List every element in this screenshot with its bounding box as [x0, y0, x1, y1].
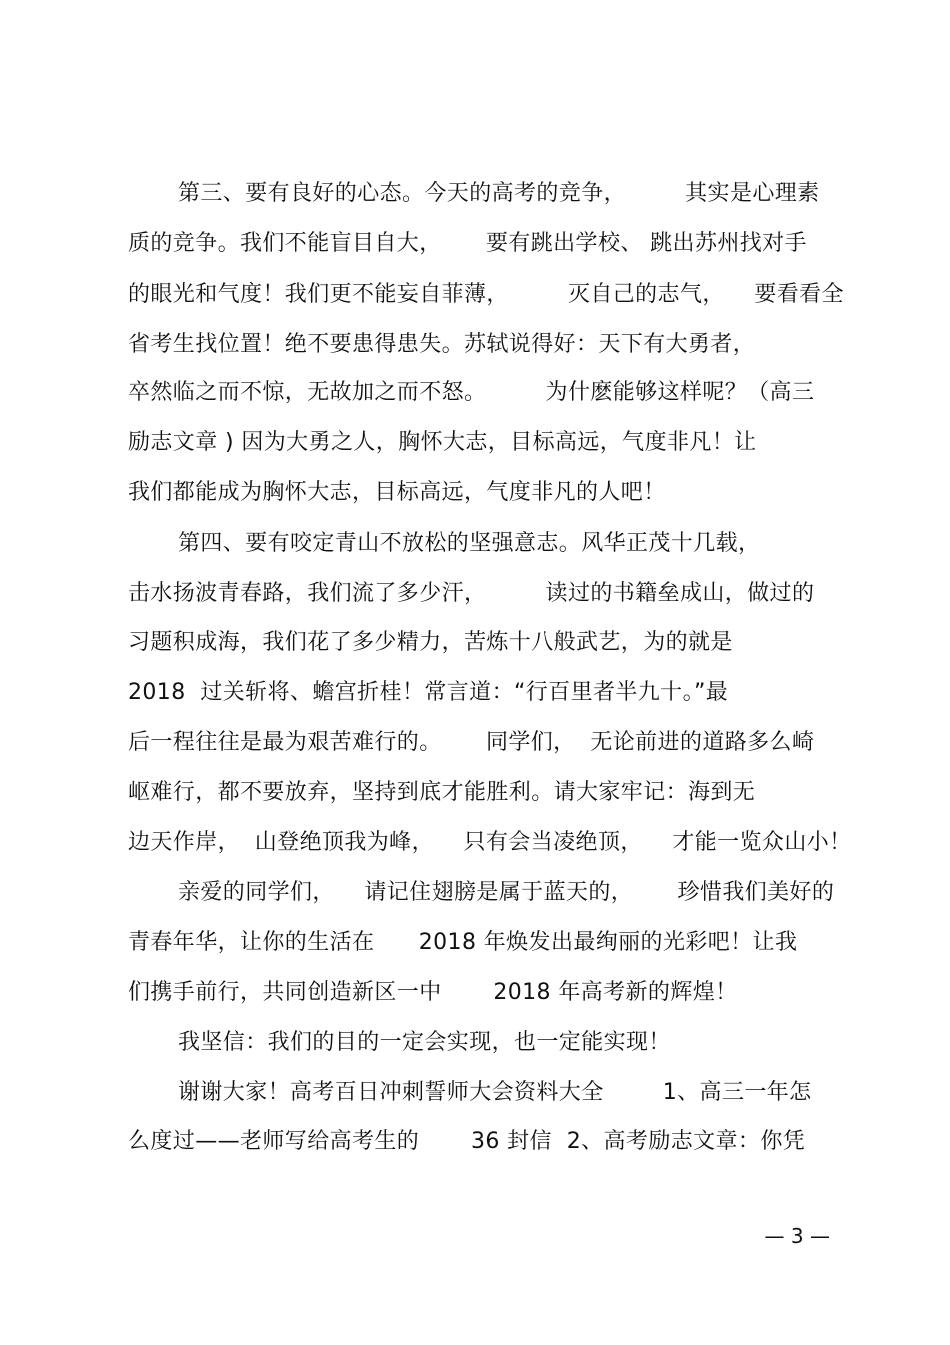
paragraph-line: 我坚信：我们的目的一定会实现，也一定能实现！	[178, 1030, 671, 1055]
paragraph-line: 后一程往往是最为艰苦难行的。 同学们， 无论前进的道路多么崎	[128, 730, 815, 755]
paragraph-line: 质的竞争。我们不能盲目自大， 要有跳出学校、 跳出苏州找对手	[128, 231, 807, 256]
paragraph-line: 省考生找位置！绝不要患得患失。苏轼说得好：天下有大勇者，	[128, 332, 756, 357]
paragraph-line: 击水扬波青春路，我们流了多少汗， 读过的书籍垒成山，做过的	[128, 581, 815, 606]
paragraph-line: 第三、要有良好的心态。今天的高考的竞争， 其实是心理素	[178, 181, 820, 206]
paragraph-line: 卒然临之而不惊，无故加之而不怒。 为什麽能够这样呢？（高三	[128, 380, 815, 405]
paragraph-line: 励志文章 ) 因为大勇之人，胸怀大志，目标高远，气度非凡！让	[128, 430, 757, 455]
paragraph-line: 的眼光和气度！我们更不能妄自菲薄， 灭自己的志气， 要看看全	[128, 282, 844, 307]
paragraph-line: 习题积成海，我们花了多少精力，苦炼十八般武艺，为的就是	[128, 630, 733, 655]
paragraph-line: 我们都能成为胸怀大志，目标高远，气度非凡的人吧！	[128, 480, 666, 505]
page-number: — 3 —	[764, 1224, 830, 1248]
paragraph-line: 么度过——老师写给高考生的 36 封信 2、高考励志文章：你凭	[128, 1129, 806, 1154]
paragraph-line: 亲爱的同学们， 请记住翅膀是属于蓝天的， 珍惜我们美好的	[178, 880, 835, 905]
paragraph-line: 们携手前行，共同创造新区一中 2018 年高考新的辉煌！	[128, 980, 738, 1005]
paragraph-line: 2018 过关斩将、蟾宫折桂！常言道：“行百里者半九十。”最	[128, 680, 729, 705]
paragraph-line: 谢谢大家！高考百日冲刺誓师大会资料大全 1、高三一年怎	[178, 1080, 812, 1105]
paragraph-line: 边天作岸， 山登绝顶我为峰， 只有会当凌绝顶， 才能一览众山小！	[128, 830, 852, 855]
paragraph-line: 第四、要有咬定青山不放松的坚强意志。风华正茂十几载，	[178, 531, 761, 556]
paragraph-line: 岖难行，都不要放弃，坚持到底才能胜利。请大家牢记：海到无	[128, 780, 756, 805]
paragraph-line: 青春年华，让你的生活在 2018 年焕发出最绚丽的光彩吧！让我	[128, 930, 798, 955]
